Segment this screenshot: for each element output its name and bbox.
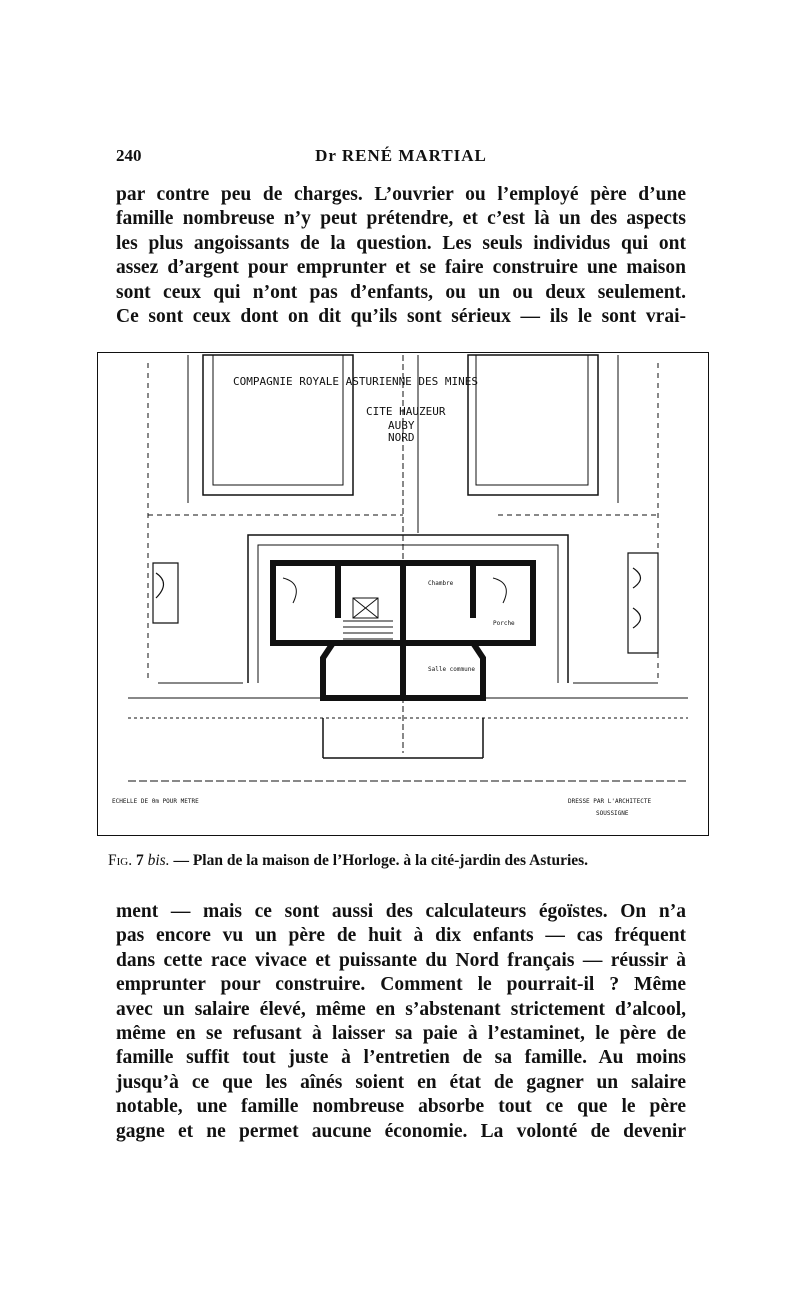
caption-label: Fig. bbox=[108, 852, 133, 869]
floor-plan-figure bbox=[97, 352, 709, 836]
room-label: Porche bbox=[493, 620, 515, 627]
caption-text: — Plan de la maison de l’Horloge. à la cité-jardin des Asturies. bbox=[173, 852, 589, 869]
plan-title-line-4: NORD bbox=[388, 431, 415, 444]
paragraph-bottom bbox=[116, 900, 686, 1144]
text-line: famille suffit tout juste à l’entretien de sa famille. Au moins bbox=[116, 1047, 686, 1069]
room-label: Chambre bbox=[428, 580, 454, 587]
text-line: avec un salaire élevé, même en s’abstenant strictement d’alcool, bbox=[116, 998, 686, 1020]
text-line: emprunter pour construire. Comment le pourrait-il ? Même bbox=[116, 974, 686, 996]
page-header bbox=[116, 146, 686, 170]
text-line: gagne et ne permet aucune économie. La volonté de devenir bbox=[116, 1120, 686, 1142]
text-line: notable, une famille nombreuse absorbe tout ce que le père bbox=[116, 1096, 686, 1118]
page-number: 240 bbox=[116, 146, 142, 165]
caption-number: 7 bbox=[135, 852, 144, 869]
figure-caption bbox=[108, 852, 698, 870]
room-label: Salle commune bbox=[428, 666, 475, 673]
plan-title-line-1: COMPAGNIE ROYALE ASTURIENNE DES MINES bbox=[233, 375, 479, 388]
text-line: sont ceux qui n’ont pas d’enfants, ou un ou deux seulement. bbox=[116, 281, 686, 303]
running-head: Dr RENÉ MARTIAL bbox=[315, 146, 487, 165]
text-line: par contre peu de charges. L’ouvrier ou l’employé père d’une bbox=[116, 184, 686, 205]
architect-credit: SOUSSIGNE bbox=[596, 810, 629, 817]
text-line: jusqu’à ce que les aînés soient en état de gagner un salaire bbox=[116, 1071, 686, 1093]
floor-plan-drawing bbox=[98, 353, 710, 837]
text-line: même en se refusant à laisser sa paie à l’estaminet, le père de bbox=[116, 1022, 686, 1044]
scale-note: ECHELLE DE 0m POUR METRE bbox=[112, 798, 199, 805]
text-line: dans cette race vivace et puissante du Nord français — réussir à bbox=[116, 949, 686, 971]
text-line: famille nombreuse n’y peut prétendre, et c’est là un des aspects bbox=[116, 208, 686, 230]
plan-title-line-3: AUBY bbox=[388, 419, 415, 432]
plan-title-line-2: CITE HAUZEUR bbox=[366, 405, 446, 418]
architect-credit: DRESSE PAR L'ARCHITECTE bbox=[568, 798, 652, 805]
text-line: Ce sont ceux dont on dit qu’ils sont sérieux — ils le sont vrai- bbox=[116, 305, 686, 327]
paragraph-top bbox=[116, 183, 686, 329]
text-line: les plus angoissants de la question. Les seuls individus qui ont bbox=[116, 232, 686, 254]
text-line: assez d’argent pour emprunter et se faire construire une maison bbox=[116, 257, 686, 279]
caption-suffix: bis. bbox=[147, 852, 170, 869]
text-line: ment — mais ce sont aussi des calculateurs égoïstes. On n’a bbox=[116, 901, 686, 922]
text-line: pas encore vu un père de huit à dix enfants — cas fréquent bbox=[116, 925, 686, 947]
